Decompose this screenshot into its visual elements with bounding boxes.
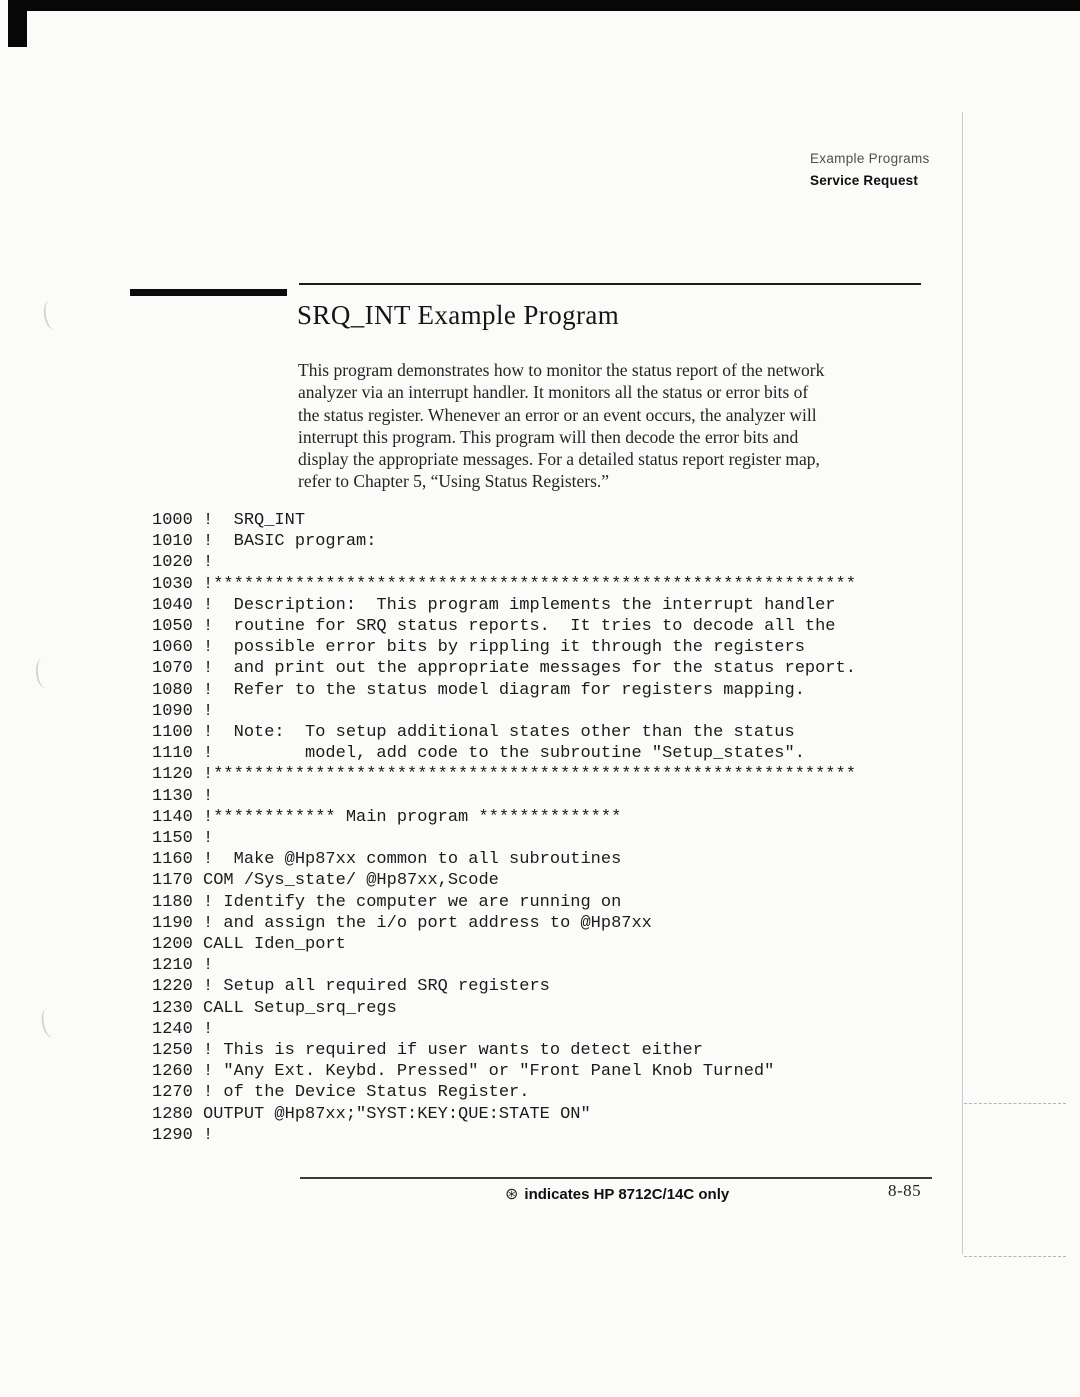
code-line: 1190 ! and assign the i/o port address to @Hp87xx xyxy=(152,913,652,933)
chapter-label: Example Programs xyxy=(810,151,930,166)
code-line: 1210 ! xyxy=(152,956,214,976)
code-listing xyxy=(152,510,856,1146)
code-line: 1000 ! SRQ_INT xyxy=(152,511,306,530)
code-line: 1180 ! Identify the computer we are running on xyxy=(152,892,622,912)
scan-artifact-corner-strip xyxy=(8,0,27,47)
intro-line: analyzer via an interrupt handler. It monitors all the status or error bits of xyxy=(298,382,809,403)
code-line: 1230 CALL Setup_srq_regs xyxy=(152,998,397,1018)
scan-mark xyxy=(34,657,53,689)
intro-line: the status register. Whenever an error or an event occurs, the analyzer will xyxy=(298,404,817,425)
code-line: 1170 COM /Sys_state/ @Hp87xx,Scode xyxy=(152,871,499,891)
code-line: 1080 ! Refer to the status model diagram for registers mapping. xyxy=(152,680,805,700)
scan-mark xyxy=(39,1007,61,1040)
scan-dash-line xyxy=(964,1256,1066,1257)
code-line: 1070 ! and print out the appropriate messages for the status report. xyxy=(152,659,856,679)
code-line: 1270 ! of the Device Status Register. xyxy=(152,1083,530,1103)
section-label: Service Request xyxy=(810,173,919,188)
scan-page-edge-line xyxy=(962,112,963,1254)
title-rule xyxy=(299,283,921,285)
footer-note xyxy=(505,1184,729,1204)
code-line: 1090 ! xyxy=(152,701,214,721)
code-line: 1020 ! xyxy=(152,553,214,573)
page-header xyxy=(810,151,930,188)
intro-line: interrupt this program. This program will then decode the error bits and xyxy=(298,426,799,447)
intro-line: display the appropriate messages. For a detailed status report register map, xyxy=(298,449,820,470)
intro-line: refer to Chapter 5, “Using Status Registers.” xyxy=(298,471,610,492)
code-line: 1050 ! routine for SRQ status reports. It tries to decode all the xyxy=(152,617,836,637)
title-bar xyxy=(130,289,287,296)
scan-dash-line xyxy=(964,1103,1066,1104)
code-line: 1030 !*************************************************************** xyxy=(152,574,856,594)
code-line: 1110 ! model, add code to the subroutine "Setup_states". xyxy=(152,744,805,764)
code-line: 1290 ! xyxy=(152,1125,214,1145)
intro-line: This program demonstrates how to monitor the status report of the network xyxy=(298,360,825,380)
footer-rule xyxy=(300,1177,932,1179)
code-line: 1010 ! BASIC program: xyxy=(152,532,377,552)
code-line: 1160 ! Make @Hp87xx common to all subroutines xyxy=(152,850,622,870)
intro-paragraph xyxy=(298,359,938,493)
code-line: 1060 ! possible error bits by rippling it through the registers xyxy=(152,638,805,658)
code-line: 1250 ! This is required if user wants to detect either xyxy=(152,1041,703,1061)
circled-asterisk-icon: ⊛ xyxy=(505,1186,519,1203)
scan-mark xyxy=(42,299,63,331)
code-line: 1100 ! Note: To setup additional states other than the status xyxy=(152,723,795,743)
page-title: SRQ_INT Example Program xyxy=(297,300,620,330)
code-line: 1120 !*************************************************************** xyxy=(152,765,856,785)
footer-note-text: indicates HP 8712C/14C only xyxy=(524,1186,730,1203)
code-line: 1040 ! Description: This program implements the interrupt handler xyxy=(152,595,836,615)
code-line: 1280 OUTPUT @Hp87xx;"SYST:KEY:QUE:STATE ON" xyxy=(152,1104,591,1124)
page-number: 8-85 xyxy=(888,1181,922,1200)
code-line: 1220 ! Setup all required SRQ registers xyxy=(152,977,550,997)
code-line: 1140 !************ Main program ************** xyxy=(152,807,622,827)
code-line: 1200 CALL Iden_port xyxy=(152,935,346,955)
code-line: 1240 ! xyxy=(152,1019,214,1039)
code-line: 1130 ! xyxy=(152,786,214,806)
code-line: 1260 ! "Any Ext. Keybd. Pressed" or "Front Panel Knob Turned" xyxy=(152,1062,775,1082)
scan-artifact-top-band xyxy=(10,0,1080,11)
code-line: 1150 ! xyxy=(152,829,214,849)
